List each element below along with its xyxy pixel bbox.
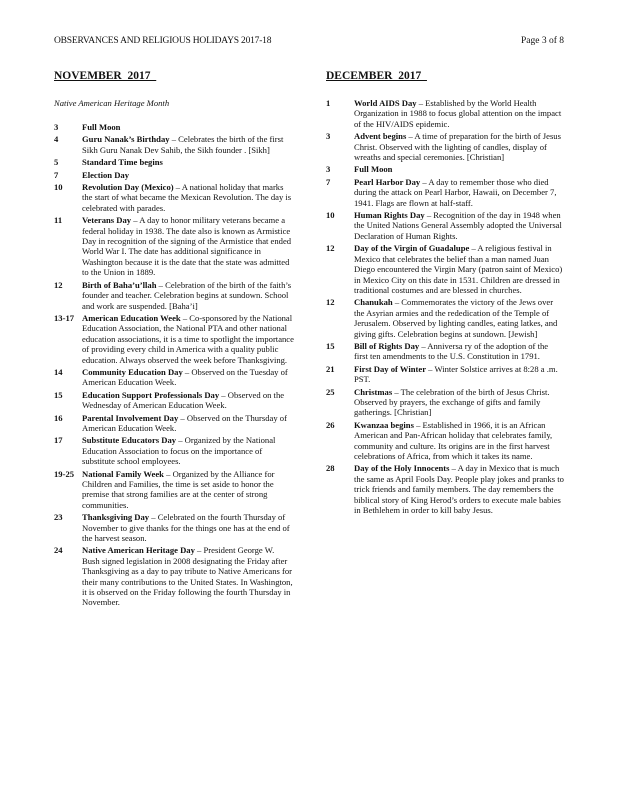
observance-description: – Celebrated on the fourth Thursday of November to give thanks for the things one has at the end of the harvest season.: [82, 512, 290, 544]
observance-name: Education Support Professionals Day: [82, 389, 220, 400]
observance-text: [354, 463, 564, 515]
observance-name: Chanukah: [354, 297, 393, 308]
observance-description: – Observed on the Wednesday of American Education Week.: [82, 389, 285, 411]
page-header: [54, 36, 564, 50]
observance-name: Day of the Virgin of Guadalupe: [354, 243, 470, 254]
observance-entry: [54, 122, 294, 132]
observance-date: 3: [54, 122, 59, 132]
observance-description: – The celebration of the birth of Jesus Christ. Observed by prayers, the exchange of gifts and family gatherings. [Christian]: [354, 386, 550, 418]
observance-name: Election Day: [82, 169, 130, 180]
observance-entry: [54, 469, 294, 511]
observance-entry: [326, 420, 564, 462]
observance-text: [82, 413, 294, 434]
observance-name: Standard Time begins: [82, 157, 163, 168]
observance-text: [82, 122, 294, 132]
observance-date: 12: [326, 243, 335, 254]
observance-description: – Co-sponsored by the National Education Association, the National PTA and other national education associations, it is a time to spotlight the importance of providing every child in America with a quality public education. Always observed the week before Thanksgiving.: [82, 312, 294, 365]
observance-entry: [326, 210, 564, 241]
observance-entry: [54, 170, 294, 180]
observance-name: Parental Involvement Day: [82, 412, 179, 423]
observance-text: [354, 210, 564, 241]
observance-entry: [54, 280, 294, 311]
observance-name: Day of the Holy Innocents: [354, 463, 450, 474]
observance-text: [354, 364, 564, 385]
observance-description: – Celebration of the birth of the faith’s founder and teacher. Celebration begins at sundown. School and work are suspended. [Baha’i]: [82, 279, 292, 311]
observance-text: [82, 280, 294, 311]
observance-description: – Celebrates the birth of the first Sikh Guru Nanak Dev Sahib, the Sikh founder . [Sikh]: [82, 134, 284, 155]
observance-text: [82, 390, 294, 411]
observance-date: 14: [54, 366, 63, 377]
observance-text: [354, 98, 564, 129]
observance-name: Thanksgiving Day: [82, 512, 150, 523]
observance-date: 26: [326, 419, 335, 430]
observance-date: 13-17: [54, 312, 75, 323]
observance-date: 1: [326, 98, 331, 108]
observance-text: [82, 182, 294, 213]
observance-entry: [326, 243, 564, 295]
month-heading-december: DECEMBER 2017: [326, 70, 427, 82]
observance-description: – Organized by the National Education Association to focus on the importance of substitute school employees.: [82, 435, 276, 467]
observance-entry: [326, 131, 564, 162]
observance-name: First Day of Winter: [354, 363, 427, 374]
observance-description: – Established in 1966, it is an African American and Pan-African holiday that celebrates family, community and culture. Its origins are in the first harvest celebrations of Africa, from which it takes its name.: [354, 419, 553, 461]
observance-entry: [326, 364, 564, 385]
observance-description: – Organized by the Alliance for Children and Families, the time is set aside to honor the premise that strong families are at the center of strong communities.: [82, 468, 275, 510]
observance-description: – A day to honor military veterans became a federal holiday in 1938. The date also is known as Armistice Day in recognition of the signing of the Armistice that ended World War I. The date has additional significance in Washington because it is the date that the state was admitted to the Union in 1889.: [82, 215, 292, 278]
observance-date: 7: [54, 169, 59, 180]
observance-text: [354, 243, 564, 295]
observance-entry: [54, 367, 294, 388]
observance-description: – Observed on the Thursday of American Education Week.: [82, 412, 287, 433]
observance-description: – Established by the World Health Organization in 1988 to focus global attention on the impact of the HIV/AIDS epidemic.: [354, 98, 562, 129]
observance-name: Advent begins: [354, 131, 407, 142]
month-heading-november: NOVEMBER 2017: [54, 70, 157, 82]
observance-text: [82, 215, 294, 277]
observance-name: Bill of Rights Day: [354, 340, 420, 351]
observance-text: [82, 313, 294, 365]
document-title: OBSERVANCES AND RELIGIOUS HOLIDAYS 2017-18: [54, 36, 272, 46]
observance-name: Christmas: [354, 386, 393, 397]
observance-name: American Education Week: [82, 312, 181, 323]
observance-entry: [326, 387, 564, 418]
observance-date: 3: [326, 164, 331, 175]
observance-date: 15: [326, 340, 335, 351]
observance-date: 19-25: [54, 468, 75, 479]
observance-text: [82, 367, 294, 388]
observance-entry: [54, 215, 294, 277]
observance-text: [82, 170, 294, 180]
observance-description: – A religious festival in Mexico that celebrates the belief than a man named Juan Diego encountered the Virgin Mary (patron saint of Mexico) in Mexico City on this date in 1531. Children are dressed in traditional costumes and are blessed in churches.: [354, 243, 563, 295]
observance-text: [82, 545, 294, 607]
observance-description: – A time of preparation for the birth of Jesus Christ. Observed with the lighting of candles, display of wreaths and special ceremonies. [Christian]: [354, 131, 561, 163]
observance-date: 16: [54, 412, 63, 423]
observance-description: – A day to remember those who died during the attack on Pearl Harbor, Hawaii, on December 7, 1941. Flags are flown at half-staff.: [354, 176, 557, 208]
observance-entry: [54, 413, 294, 434]
observance-entry: [326, 463, 564, 515]
december-entries: [326, 98, 564, 515]
observance-name: Human Rights Day: [354, 210, 425, 221]
observance-entry: [326, 98, 564, 129]
observance-name: Substitute Educators Day: [82, 435, 177, 446]
observance-name: Veterans Day: [82, 215, 132, 226]
observance-text: [354, 131, 564, 162]
observance-name: Community Education Day: [82, 366, 183, 377]
observance-entry: [54, 313, 294, 365]
observance-description: – A day in Mexico that is much the same as April Fools Day. People play jokes and pranks to trick friends and family members. The day remembers the biblical story of King Herod’s orders to execute male babies in Bethlehem in order to kill baby Jesus.: [354, 463, 564, 516]
page-number: Page 3 of 8: [520, 36, 564, 46]
observance-description: – Commemorates the victory of the Jews over the Asyrian armies and the rededication of the Temple of Jerusalem. Observed by lighting candles, eating latkes, and giving gifts. Celebration begins at sundown. [Jewish]: [354, 297, 558, 339]
observance-name: World AIDS Day: [354, 98, 417, 108]
month-subtitle: Native American Heritage Month: [54, 98, 170, 108]
observance-date: 28: [326, 463, 335, 474]
observance-description: – Observed on the Tuesday of American Education Week.: [82, 366, 288, 388]
observance-description: – A national holiday that marks the start of what became the Mexican Revolution. The day is celebrated with parades.: [82, 182, 292, 213]
observance-entry: [326, 177, 564, 208]
observance-entry: [54, 512, 294, 543]
observance-text: [82, 435, 294, 466]
observance-entry: [326, 164, 564, 174]
observance-text: [82, 512, 294, 543]
observance-date: 25: [326, 386, 335, 397]
observance-date: 11: [54, 215, 63, 226]
observance-name: Kwanzaa begins: [354, 419, 414, 430]
observance-date: 10: [54, 182, 63, 193]
observance-entry: [54, 134, 294, 155]
observance-name: Birth of Baha’u’llah: [82, 279, 157, 290]
observance-date: 3: [326, 131, 331, 142]
observance-name: Full Moon: [354, 164, 393, 175]
observance-entry: [54, 435, 294, 466]
observance-text: [82, 134, 294, 155]
observance-date: 7: [326, 176, 331, 187]
observance-date: 5: [54, 157, 59, 168]
observance-description: – Winter Solstice arrives at 8:28 a .m. PST.: [354, 363, 558, 385]
observance-name: Native American Heritage Day: [82, 545, 195, 556]
observance-date: 4: [54, 134, 59, 145]
observance-date: 15: [54, 389, 63, 400]
november-entries: [54, 122, 294, 608]
observance-name: Guru Nanak’s Birthday: [82, 134, 170, 145]
december-column: [326, 70, 564, 517]
observance-date: 12: [326, 297, 335, 308]
november-column: [54, 70, 294, 610]
observance-entry: [54, 545, 294, 607]
observance-text: [354, 297, 564, 339]
observance-text: [354, 387, 564, 418]
observance-text: [354, 420, 564, 462]
observance-name: National Family Week: [82, 468, 164, 479]
observance-entry: [54, 157, 294, 167]
observance-date: 12: [54, 279, 63, 290]
observance-name: Revolution Day (Mexico): [82, 182, 174, 193]
observance-text: [354, 177, 564, 208]
observance-date: 21: [326, 363, 335, 374]
observance-text: [82, 157, 294, 167]
observance-description: – President George W. Bush signed legislation in 2008 designating the Friday after Thanksgiving as a day to pay tribute to Native Americans for their many contributions to the United States. In Washington, it is observed on the Friday following the fourth Thursday in November.: [82, 545, 293, 608]
observance-text: [354, 341, 564, 362]
observance-date: 23: [54, 512, 63, 523]
observance-entry: [54, 390, 294, 411]
observance-name: Full Moon: [82, 122, 121, 132]
observance-entry: [326, 341, 564, 362]
observance-description: – Anniversa ry of the adoption of the first ten amendments to the U.S. Constitution in 1791.: [354, 340, 549, 362]
observance-text: [354, 164, 564, 174]
observance-entry: [54, 182, 294, 213]
observance-text: [82, 469, 294, 511]
observance-description: – Recognition of the day in 1948 when the United Nations General Assembly adopted the Universal Declaration of Human Rights.: [354, 210, 562, 241]
observance-date: 10: [326, 210, 335, 221]
observance-date: 24: [54, 545, 63, 556]
observance-name: Pearl Harbor Day: [354, 176, 421, 187]
observance-date: 17: [54, 435, 63, 446]
observance-entry: [326, 297, 564, 339]
